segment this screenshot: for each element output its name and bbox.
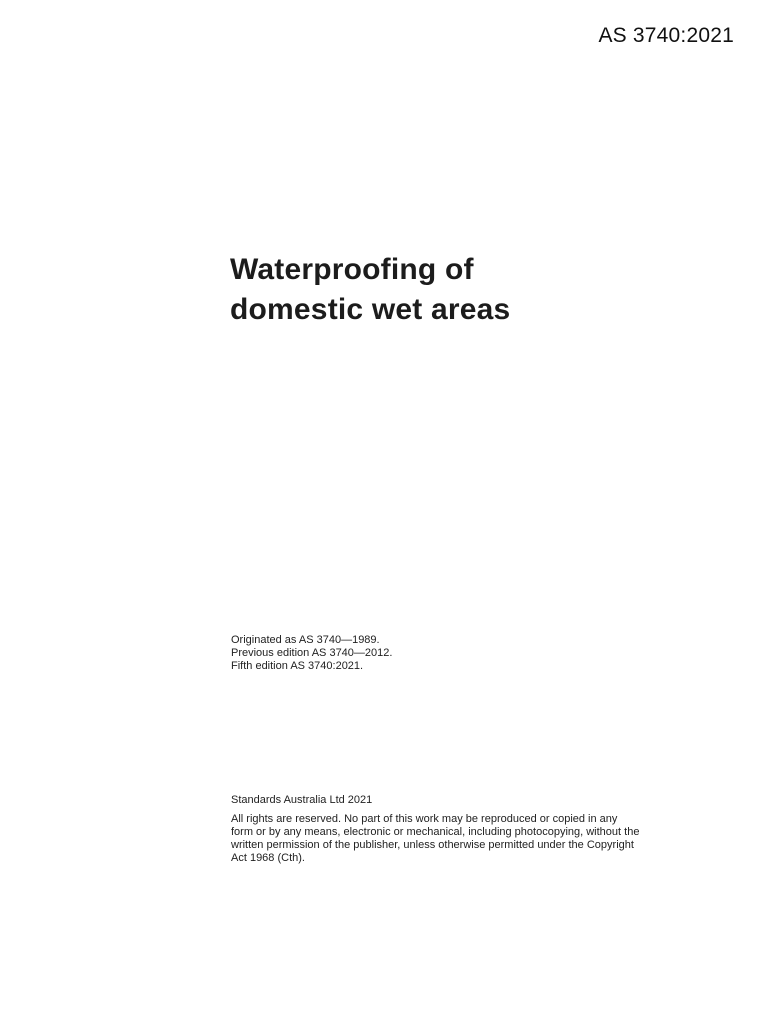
rights-line: form or by any means, electronic or mechanical, including photocopying, without the [231,826,640,838]
rights-line: Act 1968 (Cth). [231,852,305,864]
document-number: AS 3740:2021 [598,24,734,47]
edition-line-fifth: Fifth edition AS 3740:2021. [231,660,364,672]
document-title [230,250,730,330]
title-line-1: Waterproofing of [230,253,474,286]
title-line-2: domestic wet areas [230,293,511,326]
edition-line-originated: Originated as AS 3740—1989. [231,634,380,646]
rights-statement [231,813,711,865]
edition-history [231,634,392,673]
publisher-line: Standards Australia Ltd 2021 [231,794,373,806]
edition-line-previous: Previous edition AS 3740—2012. [231,647,393,659]
rights-line: All rights are reserved. No part of this work may be reproduced or copied in any [231,813,618,825]
rights-line: written permission of the publisher, unless otherwise permitted under the Copyright [231,839,634,851]
